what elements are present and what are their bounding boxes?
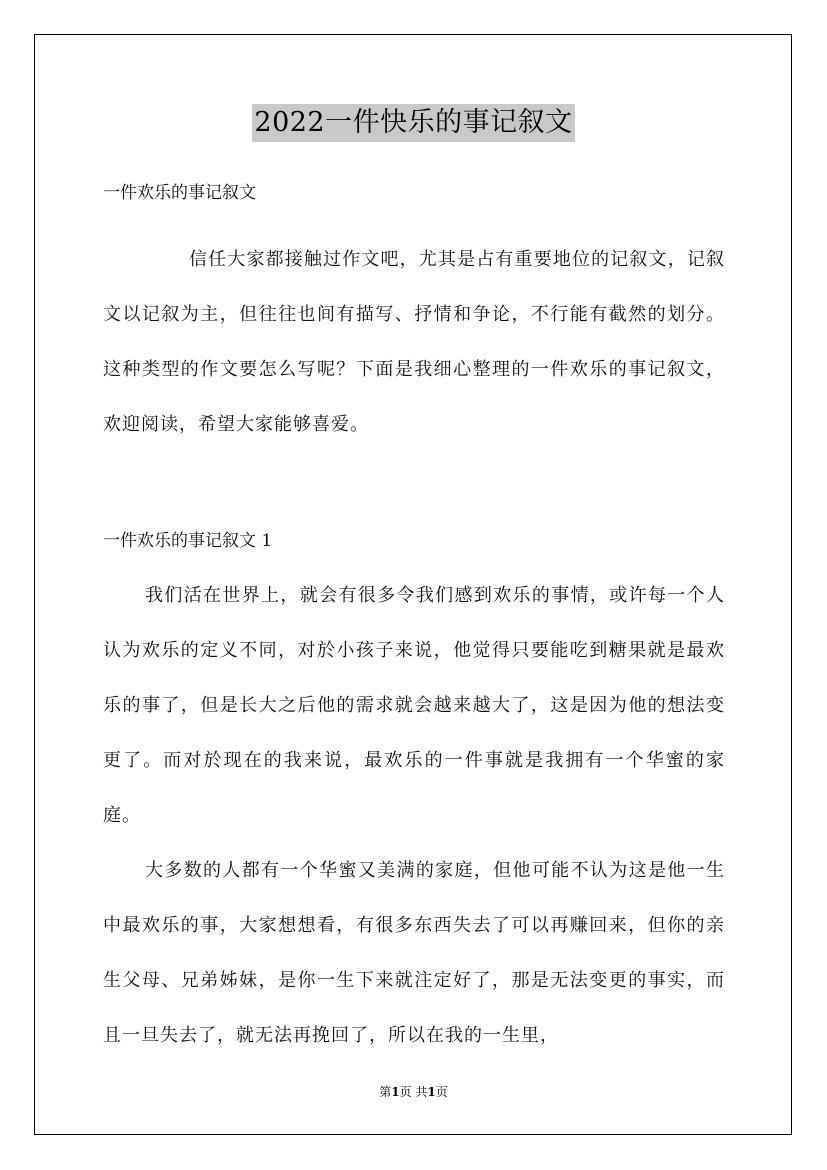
page-footer (0, 1084, 827, 1100)
footer-total-pages: 1 (427, 1085, 436, 1099)
spacer (103, 210, 725, 232)
body-paragraph: 大多数的人都有一个华蜜又美满的家庭，但他可能不认为这是他一生中最欢乐的事，大家想想看，有很多东西失去了可以再赚回来，但你的亲生父母、兄弟姊妹，是你一生下来就注定好了，那是无法变更的事实，而且一旦失去了，就无法再挽回了，所以在我的一生里， (103, 860, 725, 1046)
intro-paragraph: 信任大家都接触过作文吧，尤其是占有重要地位的记叙文，记叙文以记叙为主，但往往也间有描写、抒情和争论，不行能有截然的划分。这种类型的作文要怎么写呢？下面是我细心整理的一件欢乐的事记叙文，欢迎阅读，希望大家能够喜爱。 (103, 249, 725, 435)
footer-mid: 页 共 (399, 1085, 428, 1099)
spacer (103, 452, 725, 524)
footer-prefix: 第 (379, 1085, 392, 1099)
document-title: 2022一件快乐的事记叙文 (252, 104, 574, 142)
footer-suffix: 页 (435, 1085, 448, 1099)
spacer (103, 558, 725, 568)
document-body (103, 176, 725, 1063)
title-container (0, 104, 827, 142)
intro-heading: 一件欢乐的事记叙文 (103, 183, 256, 203)
section-heading: 一件欢乐的事记叙文 1 (103, 531, 273, 551)
footer-page-number: 1 (391, 1085, 400, 1099)
body-paragraph: 我们活在世界上，就会有很多令我们感到欢乐的事情，或许每一个人认为欢乐的定义不同，对於小孩子来说，他觉得只要能吃到糖果就是最欢乐的事了，但是长大之后他的需求就会越来越大了，这是因为他的想法变更了。而对於现在的我来说，最欢乐的一件事就是我拥有一个华蜜的家庭。 (103, 585, 725, 826)
